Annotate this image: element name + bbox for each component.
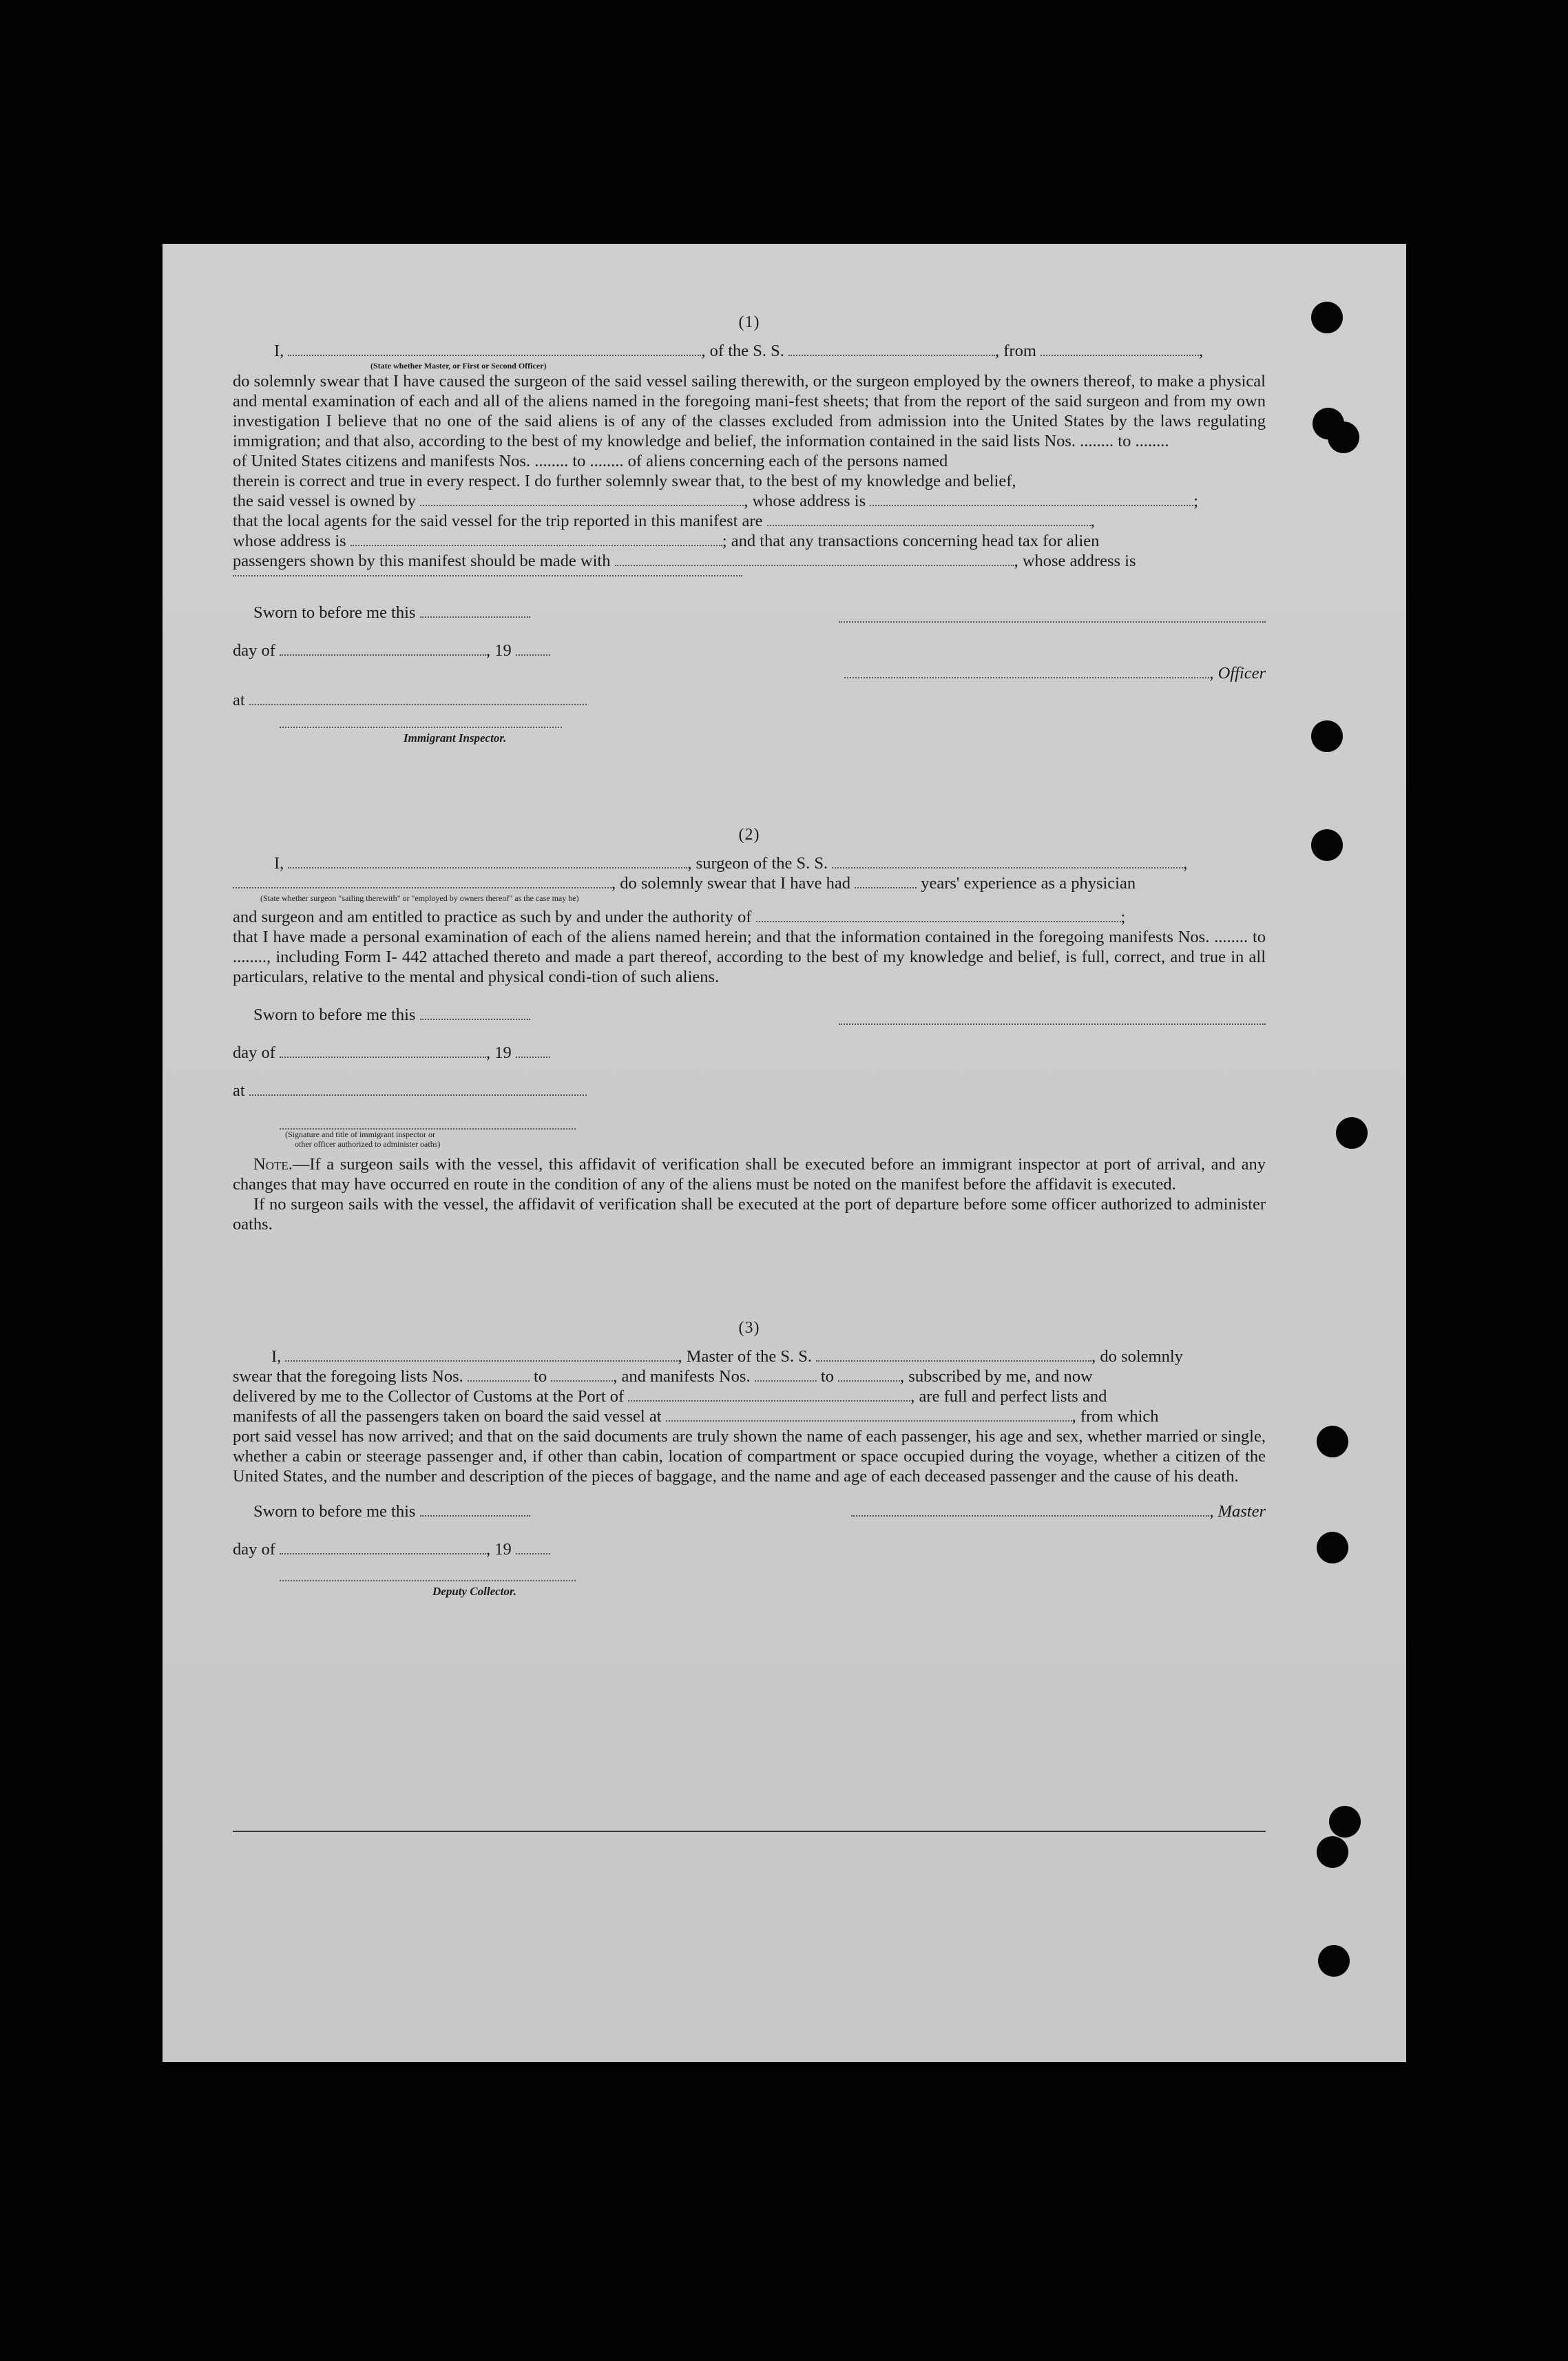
paragraph-text: do solemnly swear that I have caused the surgeon of the said vessel sailing therewith, or the surgeon employed by the owners thereof, to make a physical and mental examination of each and all of the aliens named in the foregoing mani-fest sheets; that from the report of the said surgeon and from my own investigation I believe that no one of the said aliens is of any of the classes excluded from admission into the United States by the laws regulating immigration; and that also, according to the best of my knowledge and belief, the information contained in the said lists Nos. ........ to ........ [233, 372, 1266, 450]
master-signature [839, 1501, 1266, 1521]
sworn-left [233, 1501, 618, 1521]
text: , [1199, 342, 1204, 360]
text: delivered by me to the Collector of Customs at the Port of [233, 1387, 625, 1406]
text: , of the S. S. [701, 342, 784, 360]
text: , 19 [486, 1540, 512, 1559]
section-3-line-2 [233, 1366, 1266, 1386]
section-1-title: (1) [738, 313, 760, 331]
blank-officer [844, 665, 1209, 678]
at-row-2 [233, 1081, 1266, 1101]
day-row-2 [233, 1043, 1266, 1063]
section-1 [233, 313, 1266, 748]
blank-at [249, 691, 587, 705]
blank-manifest-to [838, 1368, 900, 1382]
text: years' experience as a physician [921, 874, 1136, 893]
section-1-line-1 [233, 341, 1266, 361]
citizens-line: of United States citizens and manifests Nos. ........ to ........ of aliens concerning each of the persons named [233, 452, 948, 470]
blank-port [628, 1388, 910, 1402]
text: , and manifests Nos. [613, 1367, 751, 1386]
day-row-3 [233, 1539, 1266, 1559]
section-2 [233, 825, 1266, 1234]
text: , 19 [486, 641, 512, 660]
text: passengers shown by this manifest should be made with [233, 552, 611, 570]
punch-hole [1311, 720, 1343, 752]
text: ; and that any transactions concerning head tax for alien [722, 532, 1100, 550]
blank-head-tax [615, 552, 1014, 566]
blank-port [1041, 342, 1199, 356]
bottom-rule [233, 1831, 1266, 1832]
note-paragraph [233, 1154, 1266, 1234]
section-3-line-3 [233, 1386, 1266, 1406]
text: , are full and perfect lists and [910, 1387, 1107, 1406]
sworn-row-3 [233, 1501, 1266, 1521]
section-2-paragraph [233, 927, 1266, 987]
text: ; [1193, 492, 1199, 510]
blank-master-signature [851, 1503, 1209, 1517]
text: day of [233, 1043, 275, 1062]
blank-agents-address [351, 532, 722, 546]
section-2-line-2 [233, 873, 1266, 893]
text: , [1183, 854, 1188, 873]
note-text-2: If no surgeon sails with the vessel, the affidavit of verification shall be executed at the port of departure before some officer authorized to administer oaths. [233, 1195, 1266, 1234]
paragraph-text: that I have made a personal examination of each of the aliens named herein; and that the information contained in the foregoing manifests Nos. ........ to ........, including Form I- 442 attached thereto and made a part thereof, according to the best of my knowledge and belief, is full, correct, and true in all particulars, relative to the mental and physical condi-tion of such aliens. [233, 928, 1266, 986]
note-label: Note. [253, 1155, 293, 1174]
punch-hole [1318, 1945, 1350, 1977]
punch-hole [1311, 829, 1343, 861]
text: to [820, 1367, 834, 1386]
text: , whose address is [744, 492, 866, 510]
text: whose address is [233, 532, 346, 550]
owned-line [233, 491, 1266, 511]
blank-master-name [285, 1348, 678, 1362]
blank-vessel [788, 342, 995, 356]
sig-caption-2: other officer authorized to administer oaths) [295, 1139, 441, 1149]
blank-year [516, 642, 550, 656]
section-3 [233, 1318, 1266, 1601]
text: I, [271, 1347, 282, 1366]
sworn-left [233, 1005, 618, 1025]
text: day of [233, 1540, 275, 1559]
whose-address-line [233, 531, 1266, 551]
punch-hole [1317, 1836, 1348, 1868]
section-3-paragraph [233, 1426, 1266, 1486]
text: Sworn to before me this [253, 1502, 416, 1521]
text: at [233, 1081, 245, 1100]
therein-line: therein is correct and true in every respect. I do further solemnly swear that, to the best of my knowledge and belief, [233, 472, 1016, 490]
blank-sworn-date [420, 1006, 530, 1020]
text: that the local agents for the said vessel for the trip reported in this manifest are [233, 512, 763, 530]
section-2-line-1 [233, 853, 1266, 873]
collector-caption: Deputy Collector. [432, 1585, 516, 1598]
sworn-row-1 [233, 603, 1266, 623]
master-label: , Master [1209, 1502, 1266, 1521]
sig-caption-1: (Signature and title of immigrant inspector or [285, 1130, 435, 1139]
section-2-title: (2) [738, 826, 760, 844]
paragraph-text: port said vessel has now arrived; and that on the said documents are truly shown the name of each passenger, his age and sex, whether married or single, whether a cabin or steerage passenger and, if other than cabin, location of compartment or space occupied during the voyage, whether a citizen of the United States, and the number and description of the pieces of baggage, and the name and age of each deceased passenger and the cause of his death. [233, 1427, 1266, 1486]
punch-hole [1311, 302, 1343, 333]
blank-sworn-date [420, 1503, 530, 1517]
blank-agents [767, 512, 1091, 526]
text: swear that the foregoing lists Nos. [233, 1367, 463, 1386]
blank-years [855, 875, 917, 888]
note-text: —If a surgeon sails with the vessel, this affidavit of verification shall be executed before an immigrant inspector at port of arrival, and any changes that may have occurred en route in the condition of any of the aliens must be noted on the manifest before the affidavit is executed. [233, 1155, 1266, 1194]
blank-list-from [468, 1368, 530, 1382]
inspector-caption: Immigrant Inspector. [404, 731, 507, 745]
text: , from which [1072, 1407, 1159, 1426]
blank-year [516, 1541, 550, 1554]
text: day of [233, 641, 275, 660]
manifest-page [163, 244, 1406, 2062]
section-2-line-3 [233, 907, 1266, 927]
at-row-1 [233, 690, 1266, 710]
blank-owner-address [870, 492, 1193, 506]
text: at [233, 691, 245, 709]
text: , whose address is [1014, 552, 1136, 570]
text: , from [995, 342, 1036, 360]
blank-day [280, 1044, 486, 1058]
text: , Master of the S. S. [678, 1347, 813, 1366]
punch-hole [1317, 1532, 1348, 1563]
text: and surgeon and am entitled to practice as such by and under the authority of [233, 908, 752, 926]
blank-day [280, 1541, 486, 1554]
blank-list-to [551, 1368, 613, 1382]
affidavit-content [233, 313, 1266, 1601]
blank-day [280, 642, 486, 656]
text: , [1090, 512, 1095, 530]
text: ; [1120, 908, 1126, 926]
section-3-line-4 [233, 1406, 1266, 1426]
day-left [233, 641, 618, 661]
text: I, [274, 854, 284, 873]
passengers-line [233, 551, 1266, 571]
text: , 19 [486, 1043, 512, 1062]
text: manifests of all the passengers taken on board the said vessel at [233, 1407, 662, 1426]
punch-hole [1317, 1426, 1348, 1457]
section-1-paragraph [233, 371, 1266, 451]
text: Sworn to before me this [253, 1006, 416, 1024]
text: , do solemnly [1091, 1347, 1183, 1366]
text: the said vessel is owned by [233, 492, 417, 510]
blank-name [288, 342, 701, 356]
punch-hole [1329, 1806, 1361, 1838]
sworn-row-2 [233, 1005, 1266, 1025]
signature-blank-top [839, 621, 1266, 623]
text: , do solemnly swear that I have had [611, 874, 850, 893]
punch-hole [1336, 1117, 1368, 1149]
officer-signature [839, 663, 1266, 683]
blank-surgeon-type [233, 875, 611, 888]
agents-line [233, 511, 1266, 531]
text: to [534, 1367, 547, 1386]
officer-row [233, 663, 1266, 683]
blank-surgeon-name [288, 855, 687, 869]
blank-manifest-from [755, 1368, 817, 1382]
blank-year [516, 1044, 550, 1058]
blank-sworn-date [420, 604, 530, 618]
day-row-1 [233, 641, 1266, 661]
text: I, [274, 342, 284, 360]
sworn-left [233, 603, 618, 623]
punch-hole [1328, 422, 1359, 453]
section-3-line-1 [233, 1346, 1266, 1366]
text: Sworn to before me this [253, 603, 416, 622]
blank-vessel [816, 1348, 1091, 1362]
blank-authority [756, 908, 1121, 922]
section-3-title: (3) [738, 1319, 760, 1337]
blank-vessel [832, 855, 1183, 869]
blank-at [249, 1082, 587, 1096]
section-1-caption: (State whether Master, or First or Second Officer) [370, 361, 547, 371]
blank-owner [420, 492, 744, 506]
section-2-caption: (State whether surgeon "sailing therewith" or "employed by owners thereof" as the case may be) [260, 893, 579, 903]
text: , surgeon of the S. S. [687, 854, 828, 873]
officer-label: , Officer [1209, 664, 1266, 683]
blank-embark-port [666, 1408, 1072, 1422]
surgeon-signature-blank [839, 1023, 1266, 1025]
text: , subscribed by me, and now [900, 1367, 1093, 1386]
